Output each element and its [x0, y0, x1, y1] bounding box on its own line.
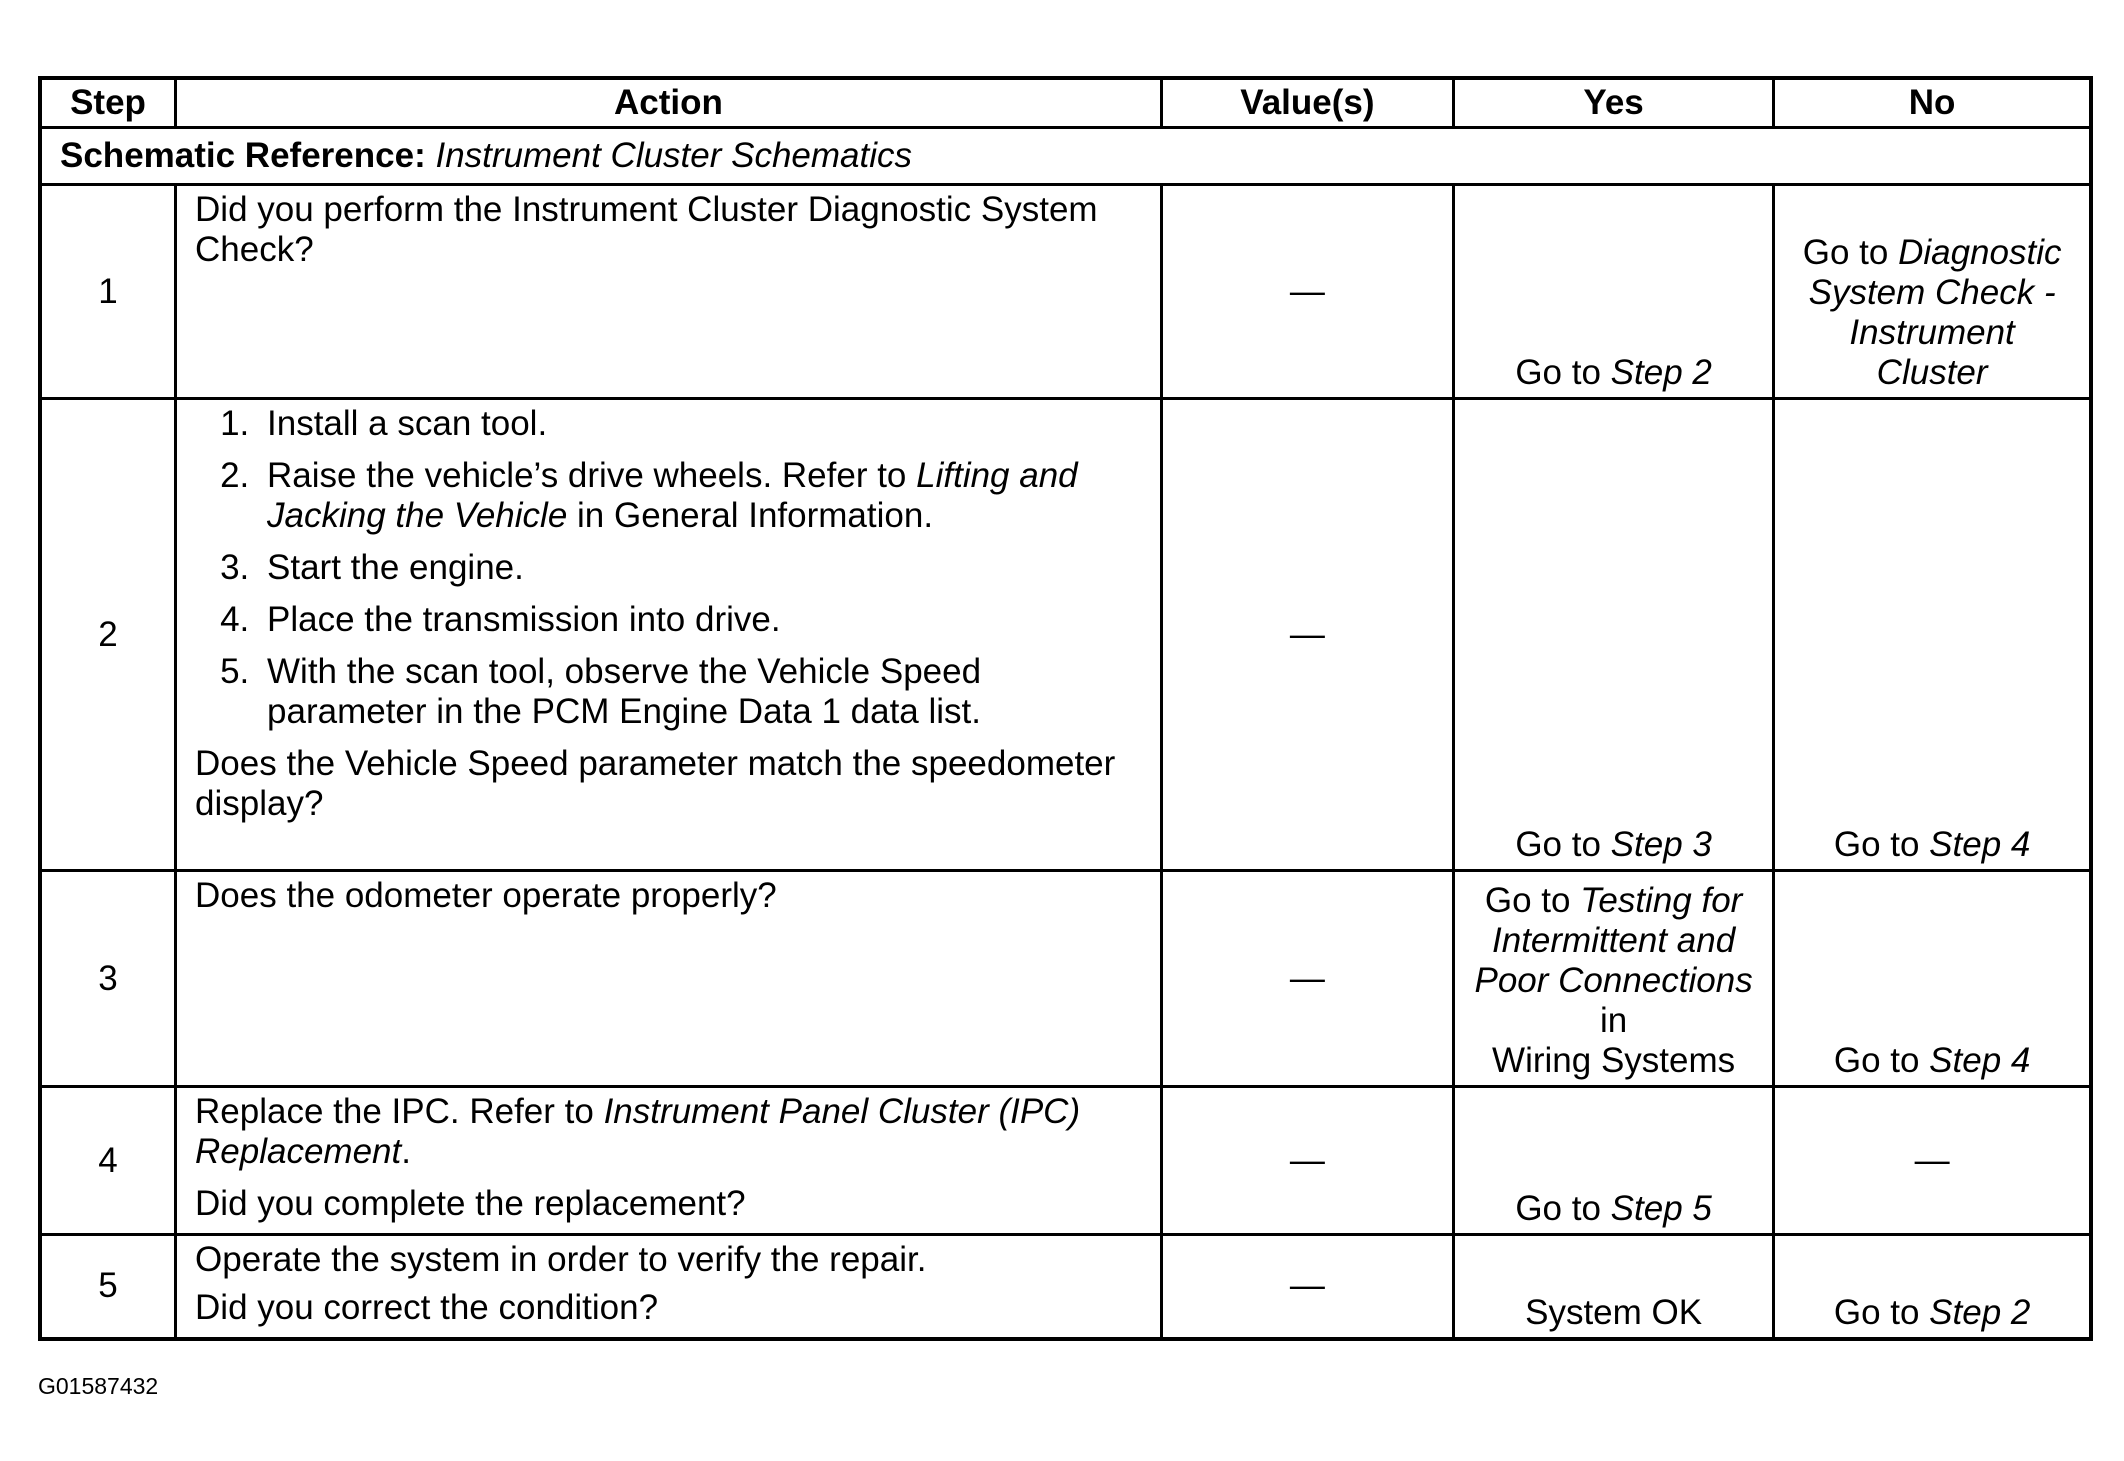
substep-item: 3. Start the engine. — [259, 548, 1142, 588]
substep-link[interactable]: Lifting and Jacking the Vehicle — [267, 456, 1078, 535]
step-number: 1 — [40, 185, 176, 399]
action-question: Did you correct the condition? — [195, 1288, 659, 1327]
substep-list — [195, 404, 1142, 732]
step-number: 5 — [40, 1235, 176, 1339]
header-no: No — [1774, 78, 2091, 128]
no-cell — [1774, 871, 2091, 1087]
no-cell — [1774, 185, 2091, 399]
substep-item: 5. With the scan tool, observe the Vehicle Speed parameter in the PCM Engine Data 1 data list. — [259, 652, 1142, 732]
value-cell: — — [1161, 1087, 1453, 1235]
yes-cell — [1453, 399, 1773, 871]
yes-prefix: Go to — [1515, 1189, 1611, 1228]
drawing-id: G01587432 — [38, 1373, 159, 1399]
yes-link[interactable]: Step 3 — [1610, 825, 1712, 864]
table-row-step-1 — [40, 185, 2091, 399]
no-cell: — — [1774, 1087, 2091, 1235]
yes-cell — [1453, 1087, 1773, 1235]
yes-cell — [1453, 185, 1773, 399]
substep-item: 1. Install a scan tool. — [259, 404, 1142, 444]
header-values: Value(s) — [1161, 78, 1453, 128]
schematic-reference-link[interactable]: Instrument Cluster Schematics — [435, 136, 913, 175]
no-prefix: Go to — [1833, 825, 1930, 864]
no-link[interactable]: Step 4 — [1929, 1041, 2031, 1080]
value-cell: — — [1161, 1235, 1453, 1339]
step-number: 2 — [40, 399, 176, 871]
yes-prefix: Go to — [1515, 353, 1611, 392]
header-step: Step — [40, 78, 176, 128]
diagnostic-table — [38, 76, 2093, 1341]
table-row-step-2 — [40, 399, 2091, 871]
substep-item — [259, 456, 1142, 536]
no-prefix: Go to — [1833, 1041, 1930, 1080]
substep-item: 4. Place the transmission into drive. — [259, 600, 1142, 640]
action-cell — [176, 399, 1162, 871]
yes-link[interactable]: Step 2 — [1610, 353, 1712, 392]
action-question: Does the Vehicle Speed parameter match the speedometer display? — [195, 744, 1116, 823]
table-row-step-5 — [40, 1235, 2091, 1339]
schematic-reference — [40, 128, 2091, 185]
action-instruction — [195, 1092, 1142, 1172]
action-cell — [176, 1087, 1162, 1235]
yes-link[interactable]: Testing for Intermittent and Poor Connections — [1474, 881, 1753, 1000]
no-prefix: Go to — [1833, 1292, 1930, 1332]
header-yes: Yes — [1453, 78, 1773, 128]
value-cell: — — [1161, 399, 1453, 871]
instruction-text: . — [401, 1132, 411, 1171]
yes-cell: System OK — [1453, 1235, 1773, 1339]
schematic-reference-row — [40, 128, 2091, 185]
table-row-step-4 — [40, 1087, 2091, 1235]
yes-suffix: Wiring Systems — [1492, 1041, 1736, 1080]
action-cell — [176, 871, 1162, 1087]
substep-text: in General Information. — [567, 496, 934, 535]
yes-link[interactable]: Step 5 — [1610, 1189, 1712, 1228]
table-row-step-3 — [40, 871, 2091, 1087]
no-link[interactable]: Diagnostic System Check - Instrument Cluster — [1808, 233, 2062, 392]
instruction-link[interactable]: Instrument Panel Cluster (IPC) Replacement — [195, 1092, 1081, 1171]
value-cell: — — [1161, 871, 1453, 1087]
yes-prefix: Go to — [1484, 881, 1581, 920]
schematic-reference-label: Schematic Reference: — [60, 136, 426, 175]
yes-prefix: Go to — [1515, 825, 1611, 864]
yes-cell — [1453, 871, 1773, 1087]
substep-text: Raise the vehicle’s drive wheels. Refer to — [267, 456, 917, 495]
value-cell: — — [1161, 185, 1453, 399]
step-number: 4 — [40, 1087, 176, 1235]
action-question: Did you complete the replacement? — [195, 1184, 746, 1223]
yes-suffix: in — [1599, 1001, 1628, 1040]
step-number: 3 — [40, 871, 176, 1087]
no-cell — [1774, 1235, 2091, 1339]
instruction-text: Replace the IPC. Refer to — [195, 1092, 604, 1131]
no-cell — [1774, 399, 2091, 871]
action-question: Does the odometer operate properly? — [195, 876, 777, 915]
no-prefix: Go to — [1802, 233, 1899, 272]
header-row — [40, 78, 2091, 128]
header-action: Action — [176, 78, 1162, 128]
action-cell — [176, 185, 1162, 399]
no-link[interactable]: Step 2 — [1929, 1292, 2031, 1332]
action-instruction: Operate the system in order to verify the repair. — [195, 1240, 927, 1279]
action-question: Did you perform the Instrument Cluster Diagnostic System Check? — [195, 190, 1098, 269]
action-cell — [176, 1235, 1162, 1339]
no-link[interactable]: Step 4 — [1929, 825, 2031, 864]
